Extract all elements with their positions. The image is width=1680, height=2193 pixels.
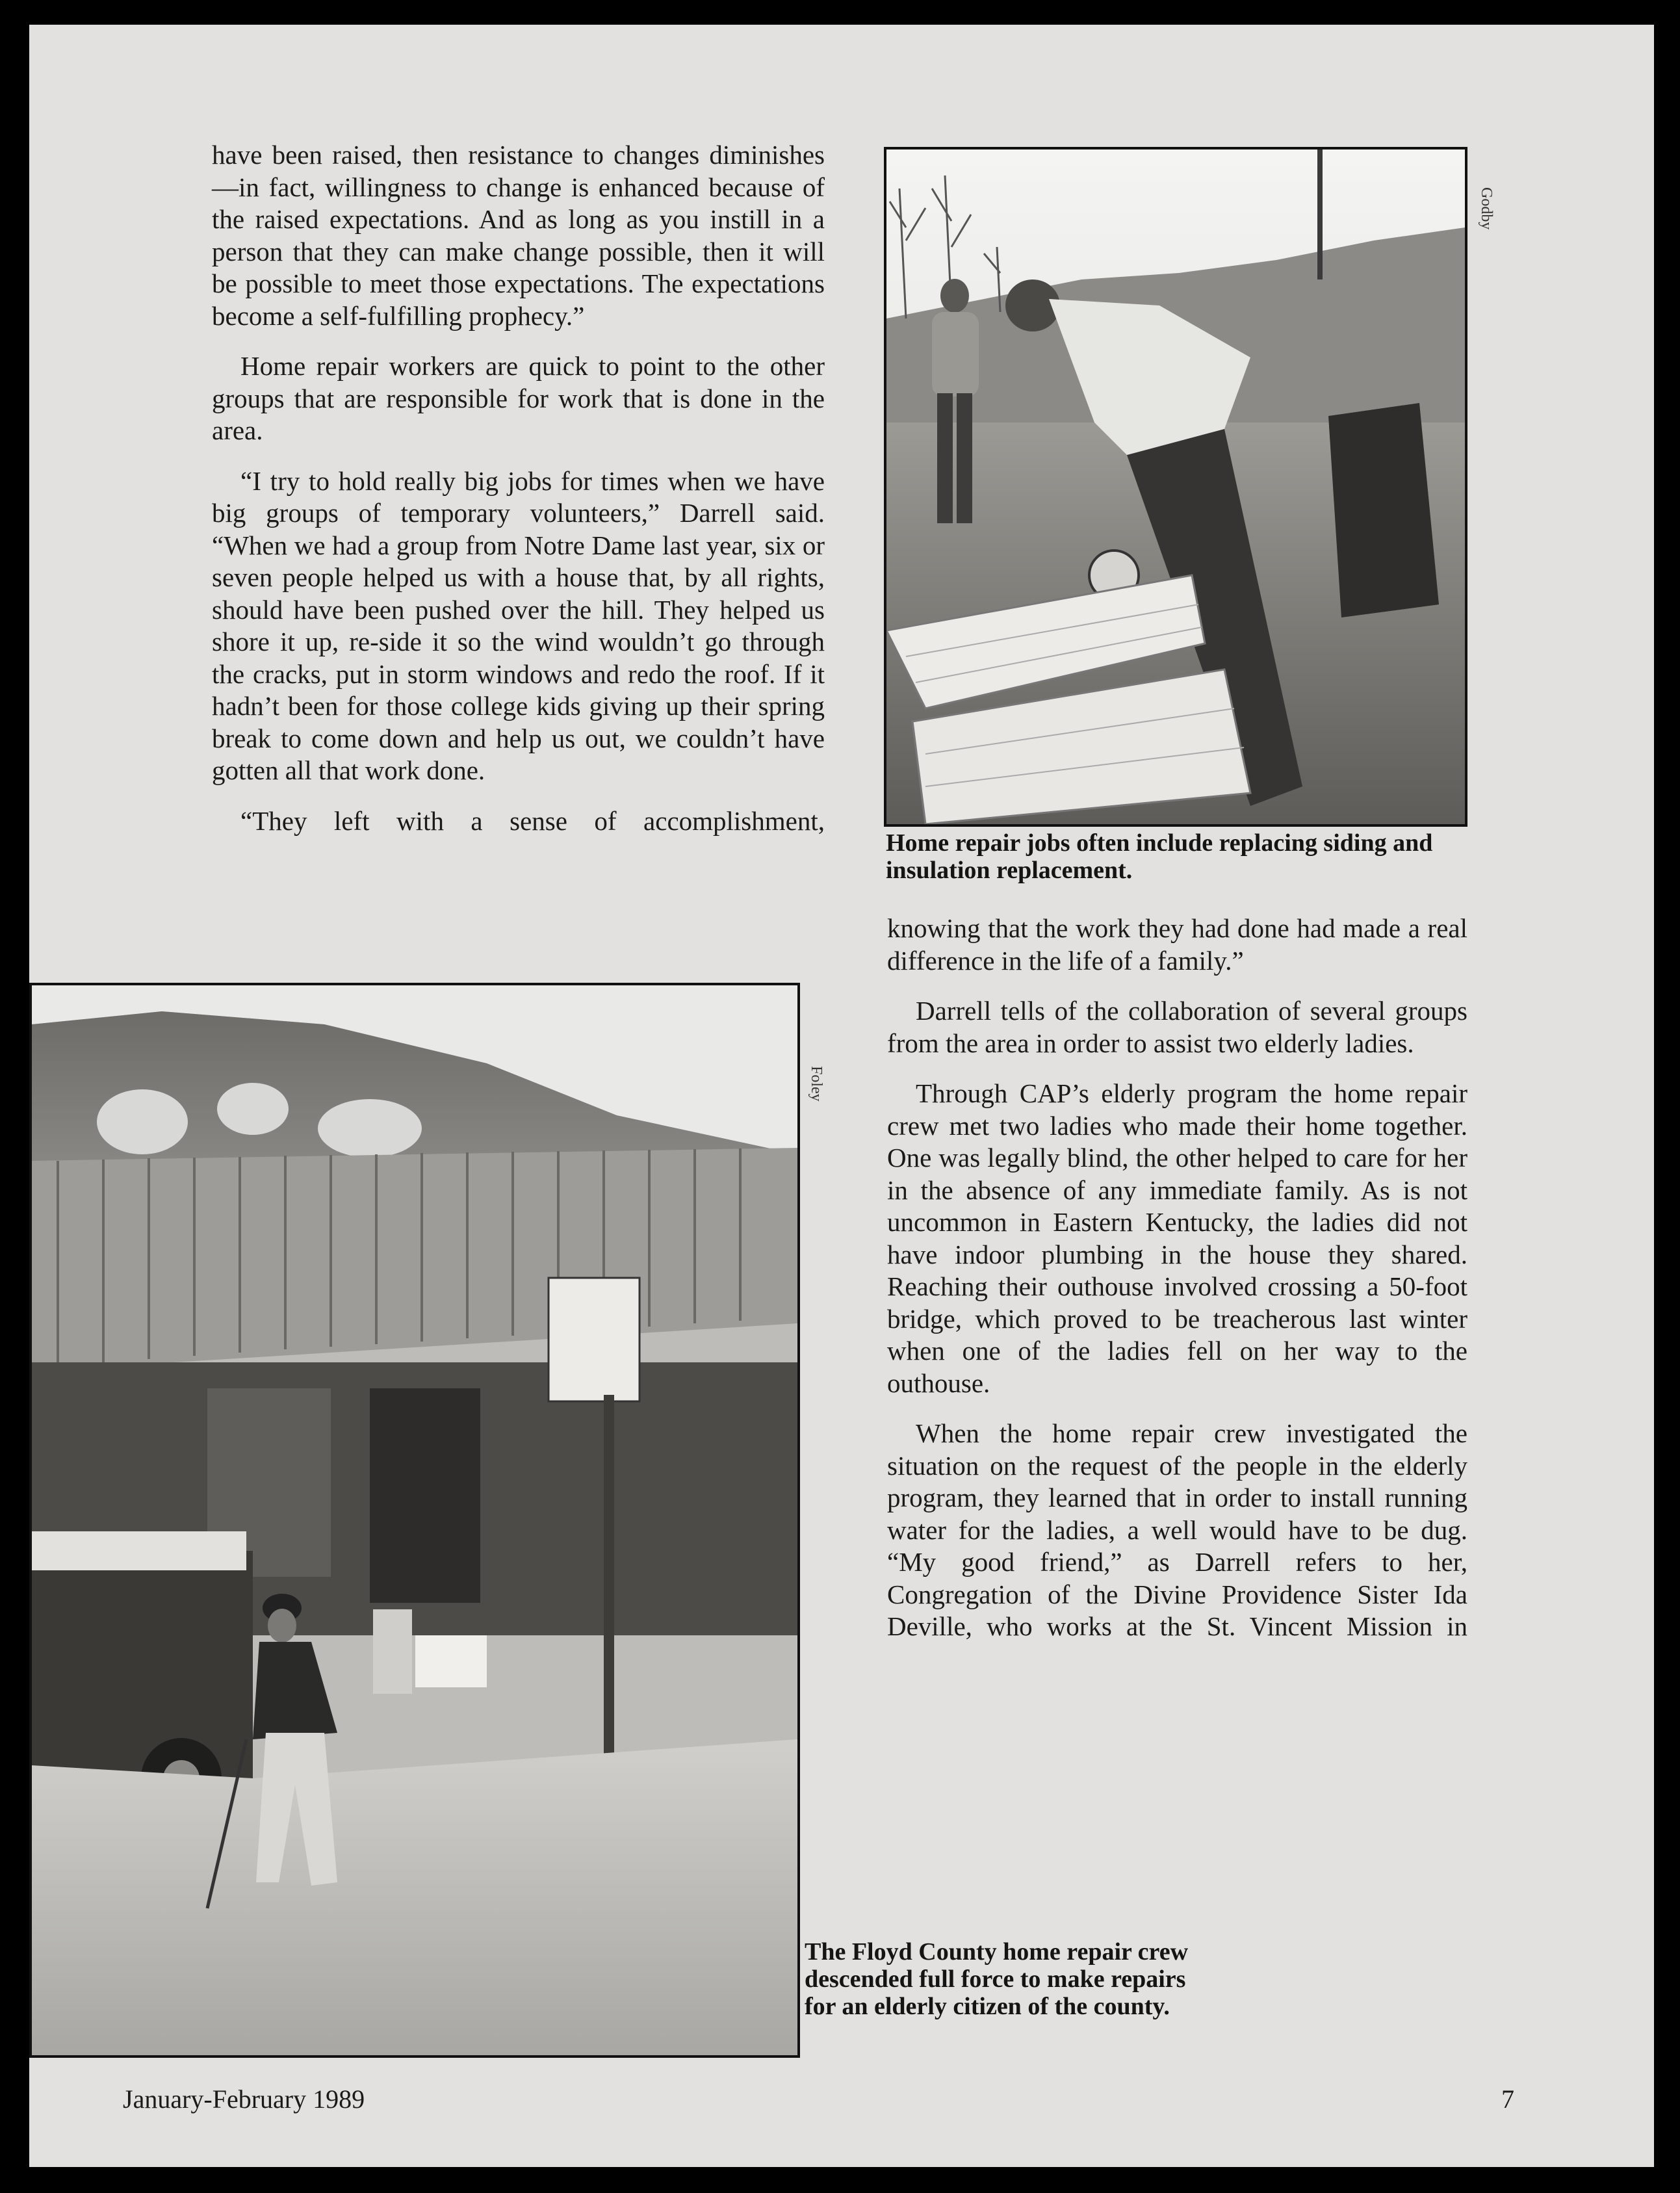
paragraph: Home repair workers are quick to point to the other groups that are responsible for work that is done in the area. <box>212 351 825 445</box>
issue-date: January-February 1989 <box>123 2084 365 2114</box>
caption-bottom: The Floyd County home repair crew descended full force to make repairs for an elderly citizen of the county. <box>805 1938 1189 2020</box>
paragraph: knowing that the work they had done had made a real difference in the life of a family.” <box>887 913 1467 976</box>
paragraph: When the home repair crew investigated the situation on the request of the people in the elderly program, they learned that in order to install running water for the ladies, a well would have to be dug. “My good friend,” as Darrell refers to her, Congregation of the Divine Providence Sister Ida Deville, who works at the St. Vincent Mission in <box>887 1418 1467 1641</box>
siding-repair-photo-image <box>886 149 1465 824</box>
photo-credit-bottom: Foley <box>808 1066 825 1102</box>
photo-siding-repair <box>884 147 1467 827</box>
page-number: 7 <box>1501 2084 1514 2114</box>
paragraph: “I try to hold really big jobs for times when we have big groups of temporary volunteers,” Darrell said. “When we had a group from Notre Dame last year, six or seven people helped us with a house that, by all rights, should have been pushed over the hill. They helped us shore it up, re-side it so the wind wouldn’t go through the cracks, put in storm windows and redo the roof. If it hadn’t been for those college kids giving up their spring break to come down and help us out, we couldn’t have gotten all that work done. <box>212 465 825 785</box>
right-text-column <box>887 913 1467 1643</box>
photo-credit-top: Godby <box>1478 187 1495 230</box>
paragraph: Darrell tells of the collaboration of several groups from the area in order to assist two elderly ladies. <box>887 996 1467 1058</box>
magazine-page <box>29 25 1654 2167</box>
caption-top: Home repair jobs often include replacing siding and insulation replacement. <box>886 829 1433 884</box>
left-text-column <box>212 139 825 837</box>
paragraph: Through CAP’s elderly program the home repair crew met two ladies who made their home together. One was legally blind, the other helped to care for her in the absence of any immediate family. As is not uncommon in Eastern Kentucky, the ladies did not have indoor plumbing in the house they shared. Reaching their outhouse involved crossing a 50-foot bridge, which proved to be treacherous last winter when one of the ladies fell on her way to the outhouse. <box>887 1078 1467 1398</box>
photo-floyd-county-crew <box>29 983 800 2058</box>
paragraph: have been raised, then resistance to changes diminishes—in fact, willingness to change is enhanced because of the raised expectations. And as long as you instill in a person that they can make change possible, then it will be possible to meet those expectations. The expectations become a self-fulfilling prophecy.” <box>212 140 825 331</box>
paragraph: “They left with a sense of accomplishment, <box>240 805 825 836</box>
floyd-county-photo-image <box>32 985 797 2055</box>
